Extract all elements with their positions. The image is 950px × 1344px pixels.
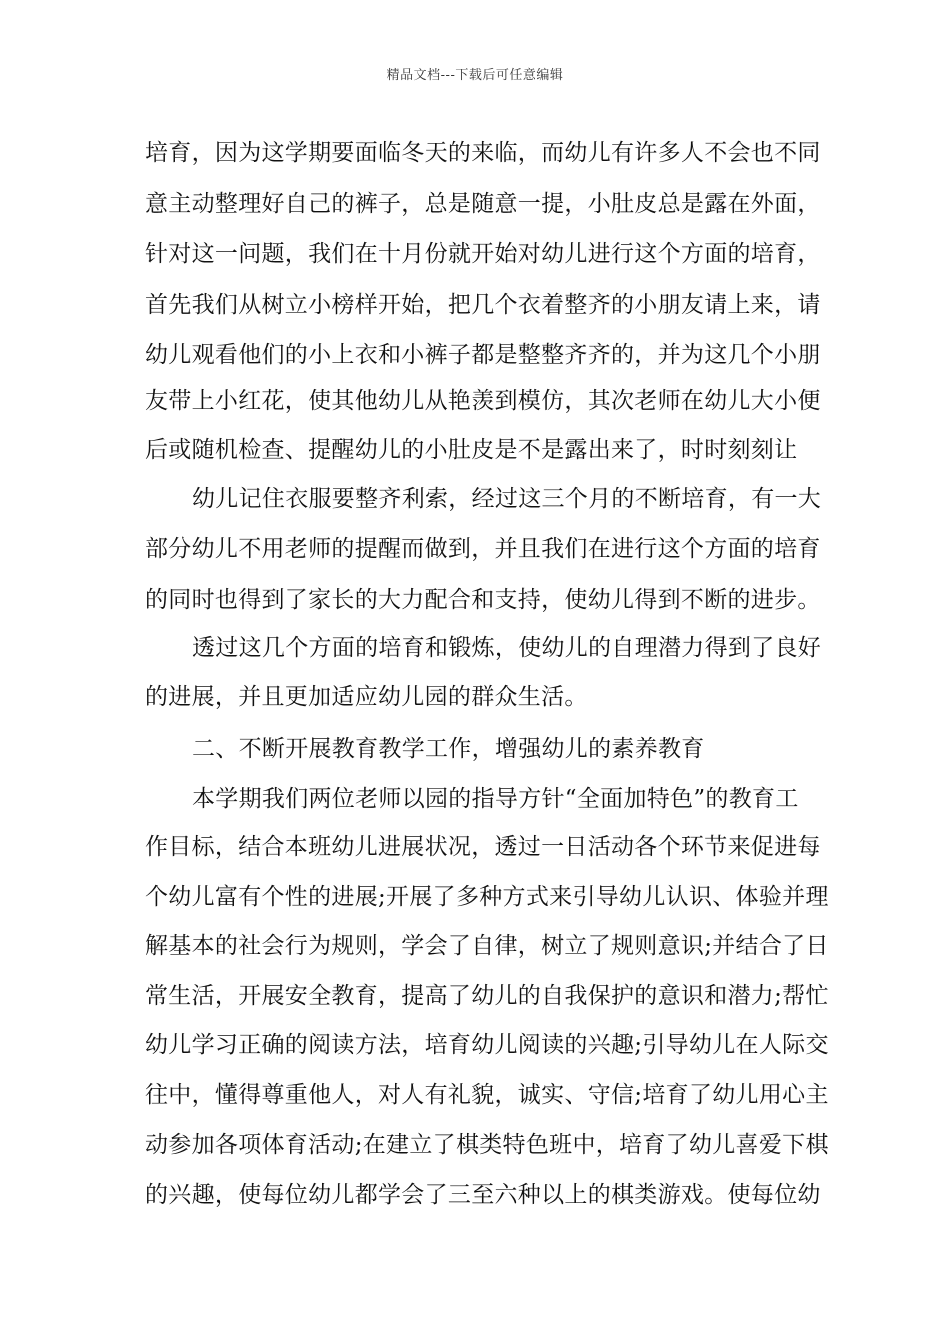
text-line: 培育，因为这学期要面临冬天的来临，而幼儿有许多人不会也不同: [145, 140, 821, 166]
text-line: 的兴趣，使每位幼儿都学会了三至六种以上的棋类游戏。使每位幼: [145, 1182, 821, 1208]
text-line: 本学期我们两位老师以园的指导方针“全面加特色”的教育工: [192, 786, 799, 812]
text-line: 意主动整理好自己的裤子，总是随意一提，小肚皮总是露在外面，: [145, 191, 821, 217]
text-line: 透过这几个方面的培育和锻炼，使幼儿的自理潜力得到了良好: [192, 635, 822, 661]
text-line: 解基本的社会行为规则，学会了自律，树立了规则意识;并结合了日: [145, 933, 829, 959]
text-line: 幼儿记住衣服要整齐利索，经过这三个月的不断培育，有一大: [192, 486, 822, 512]
section-heading: 二、不断开展教育教学工作，增强幼儿的素养教育: [192, 736, 705, 762]
text-line: 幼儿观看他们的小上衣和小裤子都是整整齐齐的，并为这几个小朋: [145, 342, 821, 368]
text-line: 的进展，并且更加适应幼儿园的群众生活。: [145, 684, 588, 710]
text-line: 个幼儿富有个性的进展;开展了多种方式来引导幼儿认识、体验并理: [145, 884, 829, 910]
text-line: 首先我们从树立小榜样开始，把几个衣着整齐的小朋友请上来，请: [145, 292, 821, 318]
text-line: 幼儿学习正确的阅读方法，培育幼儿阅读的兴趣;引导幼儿在人际交: [145, 1032, 829, 1058]
page-header: 精品文档---下载后可任意编辑: [386, 68, 564, 83]
text-line: 动参加各项体育活动;在建立了棋类特色班中，培育了幼儿喜爱下棋: [145, 1132, 829, 1158]
text-line: 针对这一问题，我们在十月份就开始对幼儿进行这个方面的培育，: [145, 241, 821, 267]
text-line: 后或随机检查、提醒幼儿的小肚皮是不是露出来了，时时刻刻让: [145, 437, 798, 463]
text-line: 的同时也得到了家长的大力配合和支持，使幼儿得到不断的进步。: [145, 587, 821, 613]
text-line: 作目标，结合本班幼儿进展状况，透过一日活动各个环节来促进每: [145, 834, 821, 860]
text-line: 部分幼儿不用老师的提醒而做到，并且我们在进行这个方面的培育: [145, 536, 821, 562]
text-line: 友带上小红花，使其他幼儿从艳羡到模仿，其次老师在幼儿大小便: [145, 388, 821, 414]
text-line: 往中，懂得尊重他人，对人有礼貌，诚实、守信;培育了幼儿用心主: [145, 1082, 829, 1108]
text-line: 常生活，开展安全教育，提高了幼儿的自我保护的意识和潜力;帮忙: [145, 983, 829, 1009]
